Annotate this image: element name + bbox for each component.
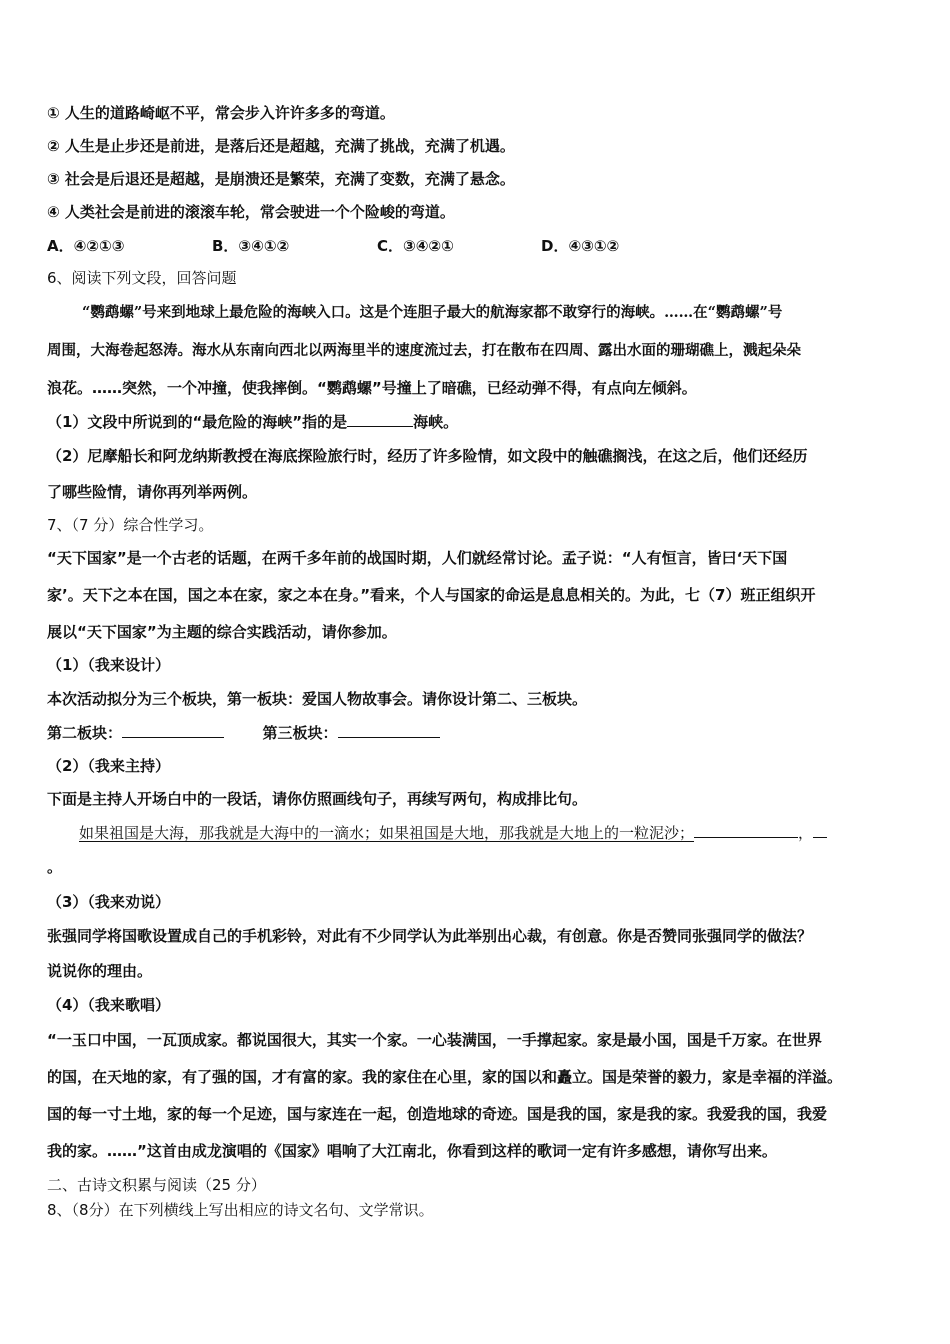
- q7-s2-blank-2[interactable]: [813, 823, 827, 838]
- q7-s4-text-line-4: 我的家。……”这首由成龙演唱的《国家》唱响了大江南北，你看到这样的歌词一定有许多感想，请你写出来。: [47, 1142, 777, 1160]
- q6-title: 6、阅读下列文段，回答问题: [47, 269, 237, 287]
- q7-s2-blank-1[interactable]: [694, 823, 798, 838]
- q6-sub2-line-1: （2）尼摩船长和阿龙纳斯教授在海底探险旅行时，经历了许多险情，如文段中的触礁搁浅，在这之后，他们还经历: [47, 447, 808, 465]
- q6-sub1-suffix: 海峡。: [413, 413, 459, 431]
- q7-s2-model-sentence: 如果祖国是大海，那我就是大海中的一滴水；如果祖国是大地，那我就是大地上的一粒泥沙；: [79, 824, 695, 842]
- q7-s1-title: （1）（我来设计）: [47, 656, 170, 674]
- q5-item-3: ③ 社会是后退还是超越，是崩溃还是繁荣，充满了变数，充满了悬念。: [47, 170, 515, 188]
- q7-intro-line-1: “天下国家”是一个古老的话题，在两千多年前的战国时期，人们就经常讨论。孟子说：“人有恒言，皆曰‘天下国: [47, 549, 788, 567]
- q5-option-b: B．③④①②: [212, 237, 290, 255]
- q5-item-1: ① 人生的道路崎岖不平，常会步入许许多多的弯道。: [47, 104, 395, 122]
- q5-item-2: ② 人生是止步还是前进，是落后还是超越，充满了挑战，充满了机遇。: [47, 137, 515, 155]
- q7-s2-sentence-line: [79, 823, 827, 843]
- q7-block2-blank[interactable]: [122, 723, 224, 738]
- q5-item-4: ④ 人类社会是前进的滚滚车轮，常会驶进一个个险峻的弯道。: [47, 203, 455, 221]
- q6-sub1-answer-blank[interactable]: [347, 412, 413, 427]
- q7-s4-title: （4）（我来歌唱）: [47, 996, 170, 1014]
- q7-s4-text-line-2: 的国，在天地的家，有了强的国，才有富的家。我的家住在心里，家的国以和矗立。国是荣誉的毅力，家是幸福的洋溢。: [47, 1068, 843, 1086]
- q7-intro-line-2: 家’。天下之本在国，国之本在家，家之本在身。”看来，个人与国家的命运是息息相关的。为此，七（7）班正组织开: [47, 586, 816, 604]
- q7-s1-text: 本次活动拟分为三个板块，第一板块：爱国人物故事会。请你设计第二、三板块。: [47, 690, 588, 708]
- q6-sub2-line-2: 了哪些险情，请你再列举两例。: [47, 483, 258, 501]
- q7-s2-title: （2）（我来主持）: [47, 757, 170, 775]
- section2-title: 二、古诗文积累与阅读（25 分）: [47, 1176, 266, 1194]
- q6-passage-line-1: “鹦鹉螺”号来到地球上最危险的海峡入口。这是个连胆子最大的航海家都不敢穿行的海峡。……在“鹦鹉螺”号: [82, 304, 783, 321]
- q7-s4-text-line-1: “一玉口中国，一瓦顶成家。都说国很大，其实一个家。一心装满国，一手撑起家。家是最小国，国是千万家。在世界: [47, 1031, 822, 1049]
- q7-s2-text: 下面是主持人开场白中的一段话，请你仿照画线句子，再续写两句，构成排比句。: [47, 790, 588, 808]
- q7-block3-blank[interactable]: [338, 723, 440, 738]
- q7-s3-text-line-2: 说说你的理由。: [47, 962, 153, 980]
- q7-block3-label: 第三板块：: [262, 724, 338, 742]
- q5-option-c: C．③④②①: [377, 237, 454, 255]
- q7-s1-blocks: [47, 723, 440, 743]
- q7-s3-text-line-1: 张强同学将国歌设置成自己的手机彩铃，对此有不少同学认为此举别出心裁，有创意。你是否赞同张强同学的做法？: [47, 927, 813, 945]
- q7-s2-comma: ，: [798, 824, 814, 842]
- q7-s4-text-line-3: 国的每一寸土地，家的每一个足迹，国与家连在一起，创造地球的奇迹。国是我的国，家是我的家。我爱我的国，我爱: [47, 1105, 828, 1123]
- q7-s3-title: （3）（我来劝说）: [47, 893, 170, 911]
- q7-title: 7、（7 分）综合性学习。: [47, 516, 214, 534]
- q6-passage-line-3: 浪花。……突然，一个冲撞，使我摔倒。“鹦鹉螺”号撞上了暗礁，已经动弹不得，有点向左倾斜。: [47, 379, 697, 397]
- q5-option-d: D．④③①②: [541, 237, 620, 255]
- q8-title: 8、（8分）在下列横线上写出相应的诗文名句、文学常识。: [47, 1201, 434, 1219]
- q6-sub1-prefix: （1）文段中所说到的“最危险的海峡”指的是: [47, 413, 348, 431]
- q7-s2-end: 。: [47, 858, 63, 876]
- q6-sub1: [47, 412, 458, 432]
- q7-block2-label: 第二板块：: [47, 724, 123, 742]
- q7-intro-line-3: 展以“天下国家”为主题的综合实践活动，请你参加。: [47, 623, 397, 641]
- q5-option-a: A．④②①③: [47, 237, 125, 255]
- q6-passage-line-2: 周围，大海卷起怒涛。海水从东南向西北以两海里半的速度流过去，打在散布在四周、露出水面的珊瑚礁上，溅起朵朵: [47, 342, 801, 359]
